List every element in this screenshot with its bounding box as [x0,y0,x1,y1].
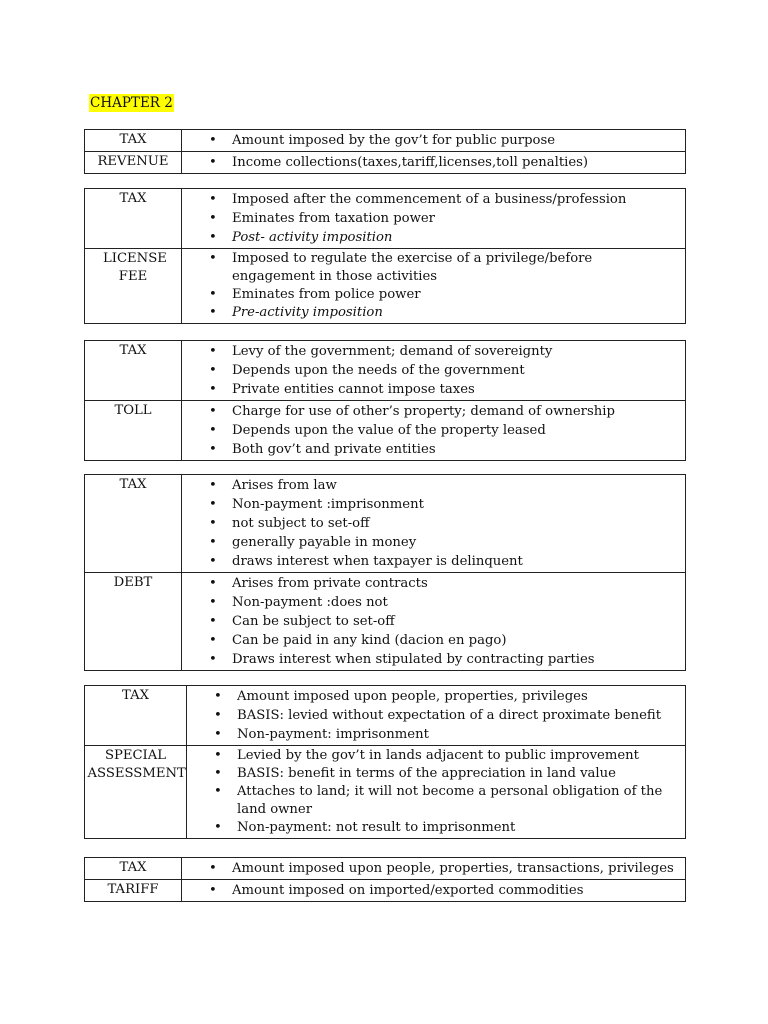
list-item: • generally payable in money [232,533,677,552]
term-cell: LICENSE FEE [85,249,182,324]
term-cell: REVENUE [85,152,182,174]
comparison-table-tax-tariff [84,857,686,902]
comparison-table-tax-license-fee [84,188,686,324]
list-item: • Levy of the government; demand of sovereignty [232,342,677,361]
list-item: • Non-payment: not result to imprisonment [237,819,677,837]
list-item: • Amount imposed by the gov’t for public purpose [232,131,677,150]
list-item: • BASIS: benefit in terms of the appreciation in land value [237,765,677,783]
term-cell: DEBT [85,573,182,671]
table-row [85,249,686,324]
list-item: • Depends upon the value of the property leased [232,421,677,440]
list-item: • Pre-activity imposition [232,304,677,322]
term-cell: TAX [85,475,182,573]
comparison-table-tax-revenue [84,129,686,174]
list-item: • Both gov’t and private entities [232,440,677,459]
list-item: • Amount imposed upon people, properties, privileges [237,687,677,706]
table-row [85,341,686,401]
list-item: • Imposed to regulate the exercise of a privilege/before engagement in those activities [232,250,677,286]
comparison-table-tax-toll [84,340,686,461]
list-item: • Private entities cannot impose taxes [232,380,677,399]
list-item: • Depends upon the needs of the government [232,361,677,380]
list-item: • Eminates from police power [232,286,677,304]
list-item: • Arises from law [232,476,677,495]
term-cell: TARIFF [85,880,182,902]
list-item: • Levied by the gov’t in lands adjacent to public improvement [237,747,677,765]
list-item: • Non-payment :imprisonment [232,495,677,514]
term-cell: TAX [85,341,182,401]
term-cell: TAX [85,686,187,746]
table-row [85,573,686,671]
list-item: • Attaches to land; it will not become a personal obligation of the land owner [237,783,677,819]
table-row [85,189,686,249]
list-item: • Draws interest when stipulated by contracting parties [232,650,677,669]
table-row [85,130,686,152]
term-cell: TAX [85,130,182,152]
list-item: • Can be subject to set-off [232,612,677,631]
table-row [85,475,686,573]
table-row [85,401,686,461]
list-item: • draws interest when taxpayer is delinquent [232,552,677,571]
list-item: • Charge for use of other’s property; demand of ownership [232,402,677,421]
list-item: • Can be paid in any kind (dacion en pago) [232,631,677,650]
list-item: • Arises from private contracts [232,574,677,593]
list-item: • Income collections(taxes,tariff,licenses,toll penalties) [232,153,677,172]
list-item: • Eminates from taxation power [232,209,677,228]
list-item: • BASIS: levied without expectation of a direct proximate benefit [237,706,677,725]
list-item: • Amount imposed on imported/exported commodities [232,881,677,900]
list-item: • Amount imposed upon people, properties, transactions, privileges [232,859,677,878]
list-item: • Post- activity imposition [232,228,677,247]
table-row [85,858,686,880]
comparison-table-tax-debt [84,474,686,671]
list-item: • Non-payment :does not [232,593,677,612]
table-row [85,880,686,902]
term-cell: TAX [85,858,182,880]
term-cell: TAX [85,189,182,249]
list-item: • Non-payment: imprisonment [237,725,677,744]
list-item: • not subject to set-off [232,514,677,533]
table-row [85,686,686,746]
table-row [85,152,686,174]
table-row [85,746,686,839]
term-cell: TOLL [85,401,182,461]
comparison-table-tax-special-assessment [84,685,686,839]
chapter-title: CHAPTER 2 [90,95,173,111]
list-item: • Imposed after the commencement of a business/profession [232,190,677,209]
term-cell: SPECIAL ASSESSMENT [85,746,187,839]
